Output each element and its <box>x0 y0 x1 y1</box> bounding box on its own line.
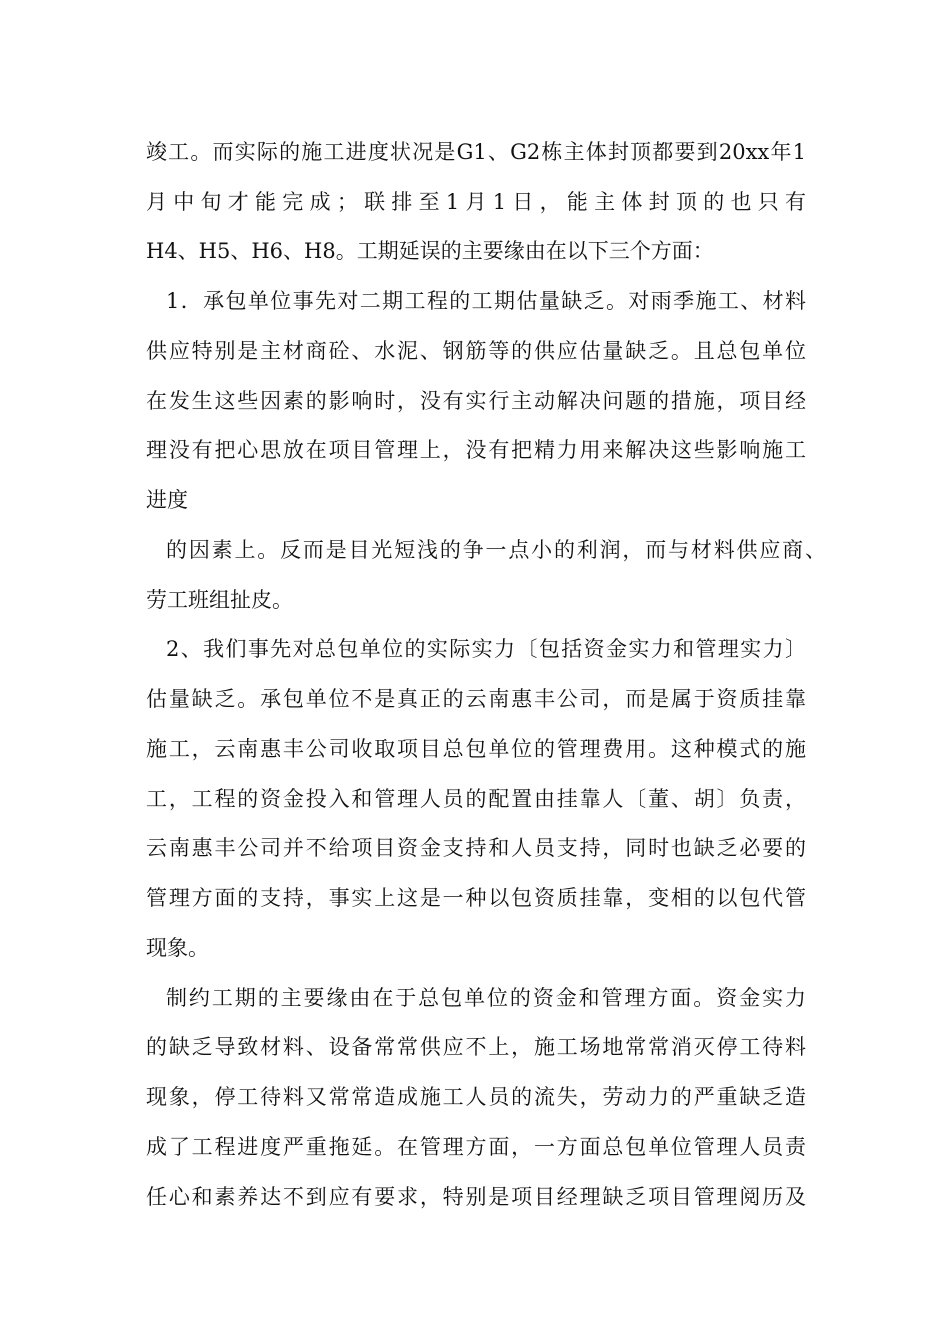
text-line: 竣工。而实际的施工进度状况是G1、G2栋主体封顶都要到20xx年1 <box>146 140 806 164</box>
paragraph-first-line: 制约工期的主要缘由在于总包单位的资金和管理方面。资金实力 <box>166 986 806 1010</box>
paragraph-first-line: 2、我们事先对总包单位的实际实力〔包括资金实力和管理实力〕 <box>166 637 806 661</box>
text-line: 施工，云南惠丰公司收取项目总包单位的管理费用。这种模式的施 <box>146 737 806 761</box>
text-line: 成了工程进度严重拖延。在管理方面，一方面总包单位管理人员责 <box>146 1135 806 1159</box>
text-line: 云南惠丰公司并不给项目资金支持和人员支持，同时也缺乏必要的 <box>146 836 806 860</box>
text-line: 工，工程的资金投入和管理人员的配置由挂靠人〔董、胡〕负责， <box>146 787 806 811</box>
text-line: 在发生这些因素的影响时，没有实行主动解决问题的措施，项目经 <box>146 389 806 413</box>
text-line: 管理方面的支持，事实上这是一种以包资质挂靠，变相的以包代管 <box>146 886 806 910</box>
text-line: 任心和素养达不到应有要求，特别是项目经理缺乏项目管理阅历及 <box>146 1185 806 1209</box>
text-line: H4、H5、H6、H8。工期延误的主要缘由在以下三个方面： <box>146 239 714 263</box>
text-line: 进度 <box>146 488 188 512</box>
text-line: 月中旬才能完成；联排至1月1日，能主体封顶的也只有 <box>146 190 806 214</box>
text-line: 理没有把心思放在项目管理上，没有把精力用来解决这些影响施工 <box>146 438 806 462</box>
text-line: 现象，停工待料又常常造成施工人员的流失，劳动力的严重缺乏造 <box>146 1085 806 1109</box>
text-line: 估量缺乏。承包单位不是真正的云南惠丰公司，而是属于资质挂靠 <box>146 687 806 711</box>
paragraph-first-line: 的因素上。反而是目光短浅的争一点小的利润，而与材料供应商、 <box>166 538 826 562</box>
text-line: 现象。 <box>146 936 209 960</box>
text-line: 供应特别是主材商砼、水泥、钢筋等的供应估量缺乏。且总包单位 <box>146 339 806 363</box>
text-line: 劳工班组扯皮。 <box>146 588 293 612</box>
text-line: 的缺乏导致材料、设备常常供应不上，施工场地常常消灭停工待料 <box>146 1035 806 1059</box>
paragraph-first-line: 1．承包单位事先对二期工程的工期估量缺乏。对雨季施工、材料 <box>166 289 806 313</box>
